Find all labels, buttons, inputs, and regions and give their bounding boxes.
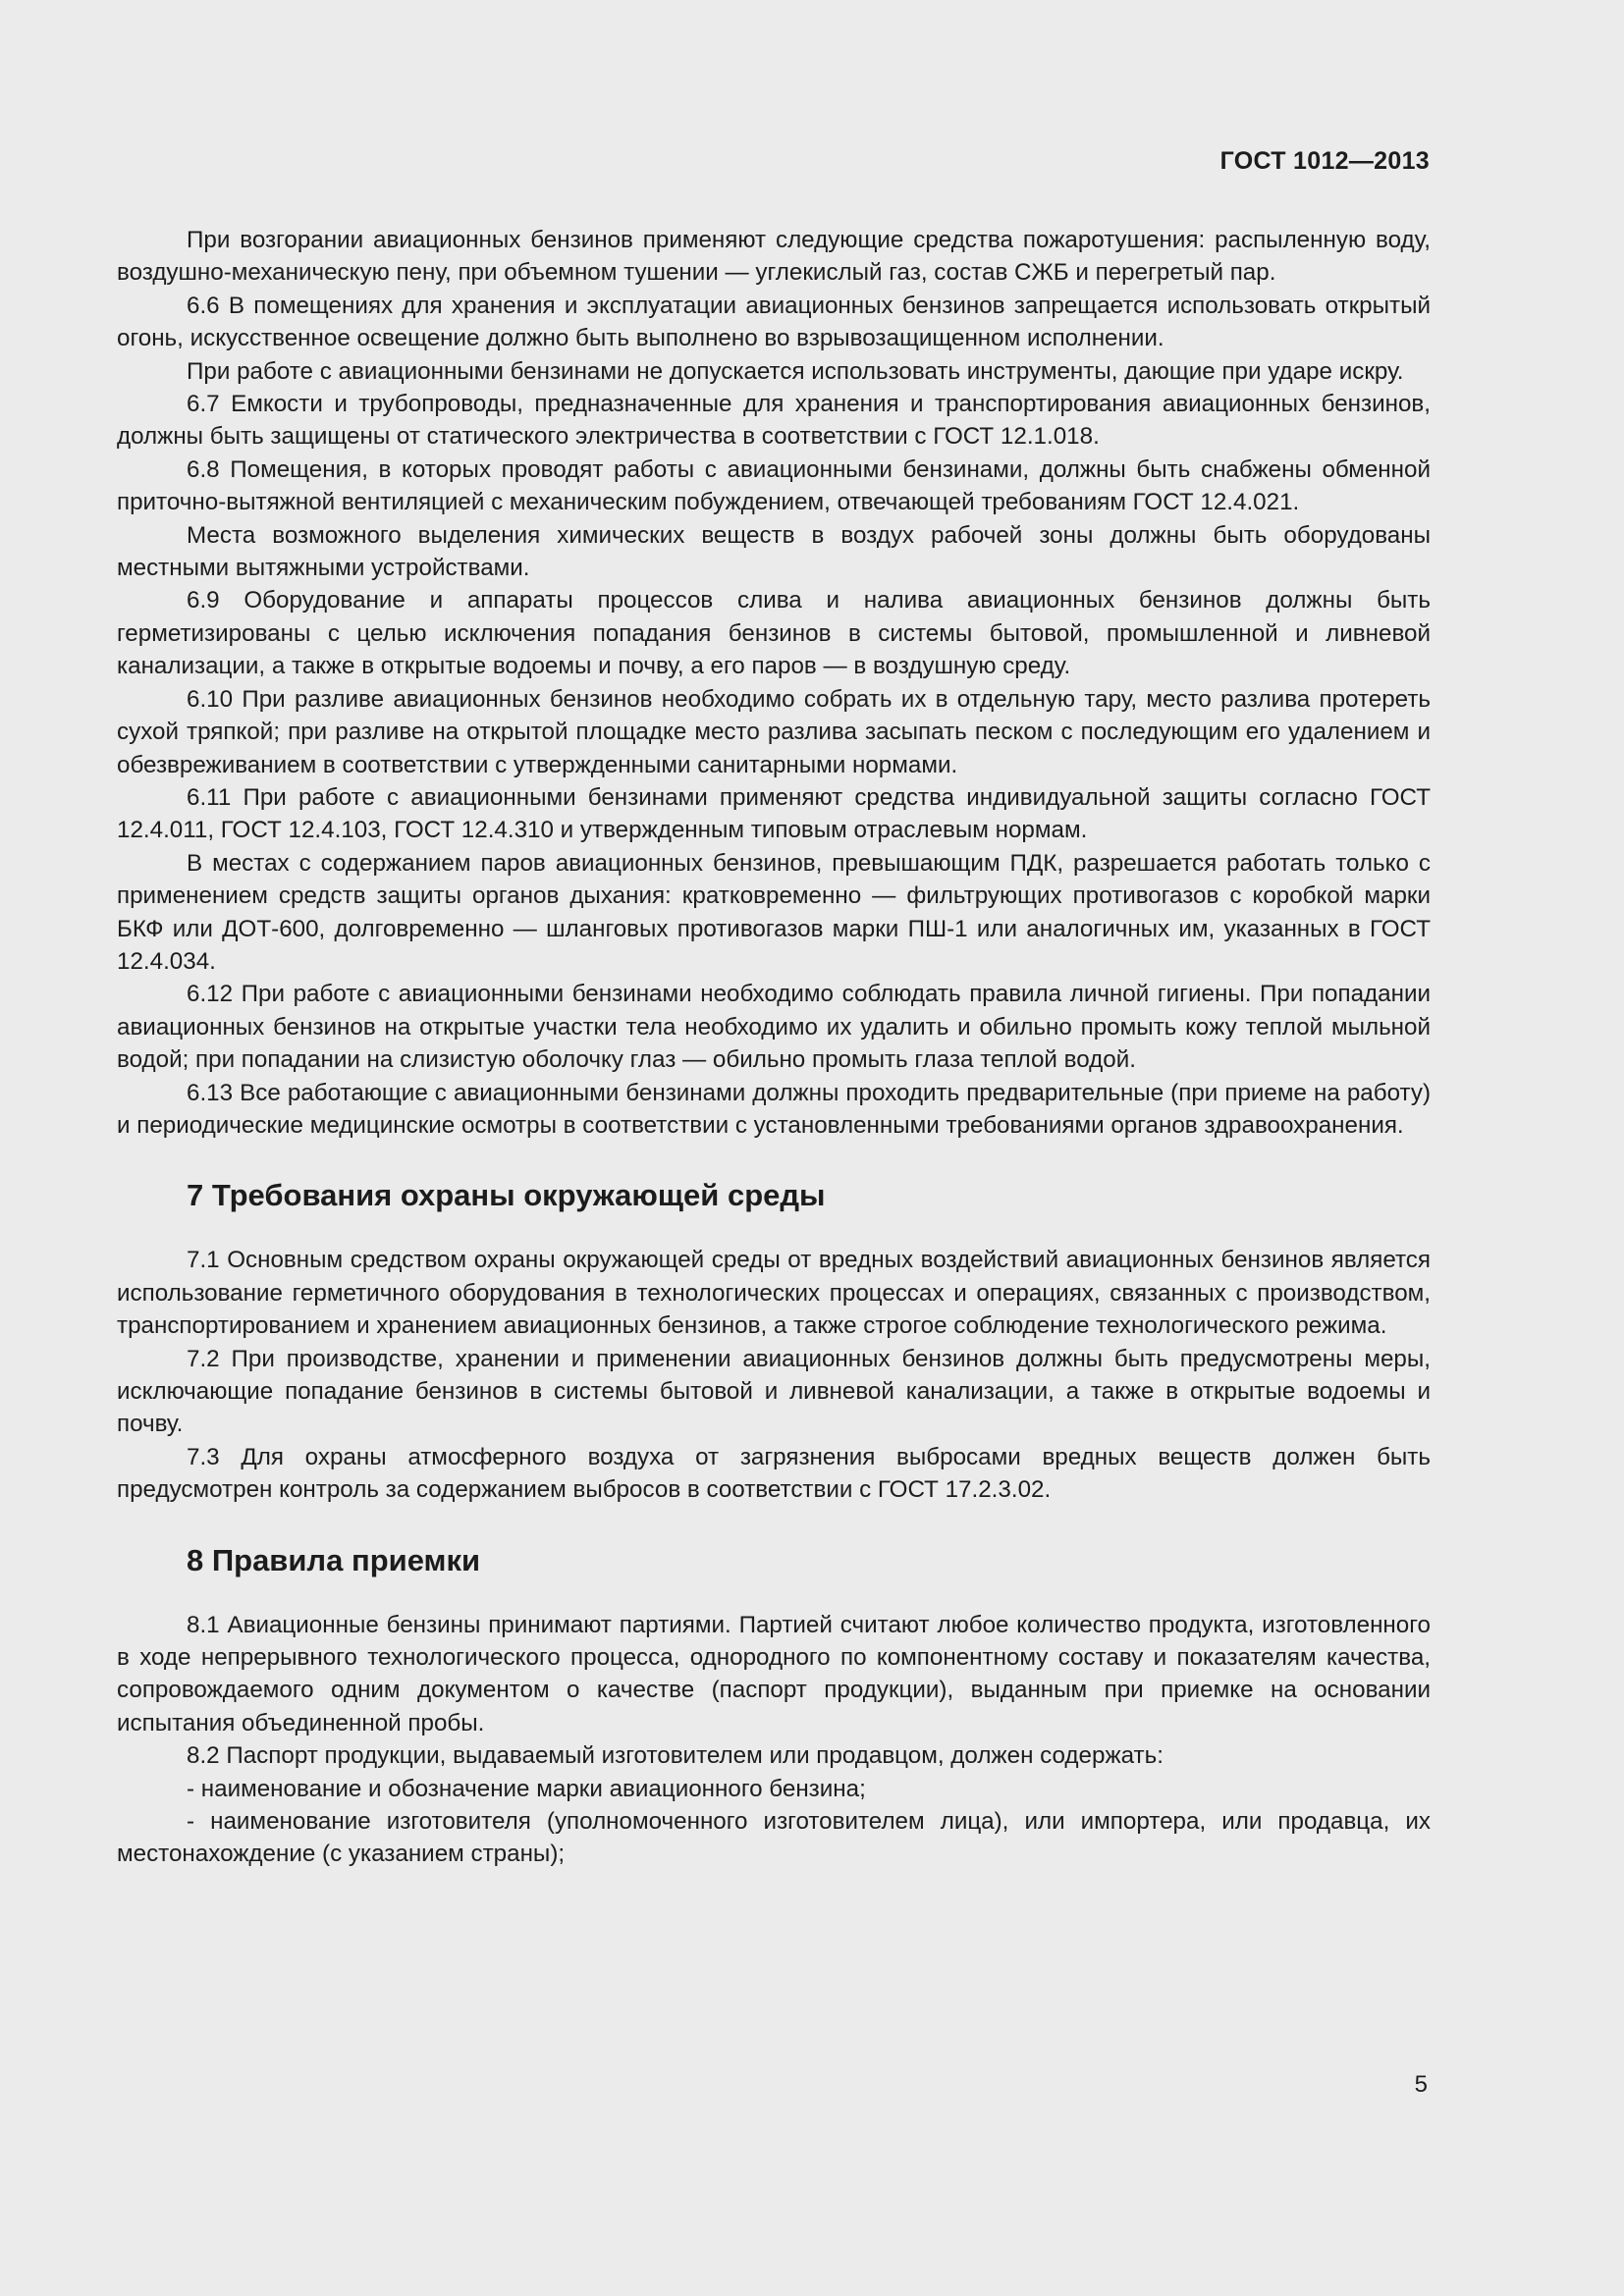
page-number: 5 [1414, 2071, 1428, 2098]
paragraph: Места возможного выделения химических веществ в воздух рабочей зоны должны быть оборудованы местными вытяжными устройствами. [117, 521, 1431, 582]
paragraph: 6.11 При работе с авиационными бензинами применяют средства индивидуальной защиты согласно ГОСТ 12.4.011, ГОСТ 12.4.103, ГОСТ 12.4.310 и утвержденным типовым отраслевым нормам. [117, 783, 1431, 844]
paragraph: 6.12 При работе с авиационными бензинами необходимо соблюдать правила личной гигиены. При попадании авиационных бензинов на открытые участки тела необходимо их удалить и обильно промыть кожу теплой мыльной водой; при попадании на слизистую оболочку глаз — обильно промыть глаза теплой водой. [117, 981, 1431, 1074]
paragraph: 7.2 При производстве, хранении и применении авиационных бензинов должны быть предусмотрены меры, исключающие попадание бензинов в системы бытовой и ливневой канализации, а также в открытые водоемы и почву. [117, 1345, 1431, 1438]
section6-continuation [117, 224, 1431, 1142]
paragraph: 6.7 Емкости и трубопроводы, предназначенные для хранения и транспортирования авиационных бензинов, должны быть защищены от статического электричества в соответствии с ГОСТ 12.1.018. [117, 391, 1431, 451]
section-8 [117, 1543, 1431, 1871]
paragraph: При работе с авиационными бензинами не допускается использовать инструменты, дающие при ударе искру. [187, 357, 1404, 385]
list-item: - наименование и обозначение марки авиационного бензина; [187, 1775, 866, 1802]
paragraph: 6.9 Оборудование и аппараты процессов слива и налива авиационных бензинов должны быть герметизированы с целью исключения попадания бензинов в системы бытовой, промышленной и ливневой канализации, а также в открытые водоемы и почву, а его паров — в воздушную среду. [117, 587, 1431, 680]
paragraph: 8.1 Авиационные бензины принимают партиями. Партией считают любое количество продукта, изготовленного в ходе непрерывного технологического процесса, однородного по компонентному составу и показателям качества, сопровождаемого одним документом о качестве (паспорт продукции), выданным при приемке на основании испытания объединенной пробы. [117, 1611, 1431, 1736]
paragraph: При возгорании авиационных бензинов применяют следующие средства пожаротушения: распыленную воду, воздушно-механическую пену, при объемном тушении — углекислый газ, состав СЖБ и перегретый пар. [117, 227, 1431, 287]
document-code-header: ГОСТ 1012—2013 [1219, 147, 1430, 175]
paragraph: 6.10 При разливе авиационных бензинов необходимо собрать их в отдельную тару, место разлива протереть сухой тряпкой; при разливе на открытой площадке место разлива засыпать песком с последующим его удалением и обезвреживанием в соответствии с утвержденными санитарными нормами. [117, 685, 1431, 778]
paragraph: 6.6 В помещениях для хранения и эксплуатации авиационных бензинов запрещается использовать открытый огонь, искусственное освещение должно быть выполнено во взрывозащищенном исполнении. [117, 292, 1431, 352]
paragraph: 7.1 Основным средством охраны окружающей среды от вредных воздействий авиационных бензинов является использование герметичного оборудования в технологических процессах и операциях, связанных с производством, транспортированием и хранением авиационных бензинов, а также строгое соблюдение технологического режима. [117, 1247, 1431, 1340]
section-heading: 7 Требования охраны окружающей среды [187, 1178, 826, 1213]
section-7 [117, 1178, 1431, 1506]
paragraph: В местах с содержанием паров авиационных бензинов, превышающим ПДК, разрешается работать только с применением средств защиты органов дыхания: кратковременно — фильтрующих противогазов с коробкой марки БКФ или ДОТ-600, долговременно — шланговых противогазов марки ПШ-1 или аналогичных им, указанных в ГОСТ 12.4.034. [117, 849, 1431, 975]
paragraph: 6.8 Помещения, в которых проводят работы с авиационными бензинами, должны быть снабжены обменной приточно-вытяжной вентиляцией с механическим побуждением, отвечающей требованиям ГОСТ 12.4.021. [117, 455, 1431, 516]
paragraph: 8.2 Паспорт продукции, выдаваемый изготовителем или продавцом, должен содержать: [187, 1742, 1164, 1770]
list-item: - наименование изготовителя (уполномоченного изготовителем лица), или импортера, или продавца, их местонахождение (с указанием страны); [117, 1808, 1431, 1868]
paragraph: 7.3 Для охраны атмосферного воздуха от загрязнения выбросами вредных веществ должен быть предусмотрен контроль за содержанием выбросов в соответствии с ГОСТ 17.2.3.02. [117, 1443, 1431, 1504]
paragraph: 6.13 Все работающие с авиационными бензинами должны проходить предварительные (при приеме на работу) и периодические медицинские осмотры в соответствии с установленными требованиями органов здравоохранения. [117, 1079, 1431, 1139]
section-heading: 8 Правила приемки [187, 1542, 481, 1577]
document-body [117, 224, 1431, 1871]
